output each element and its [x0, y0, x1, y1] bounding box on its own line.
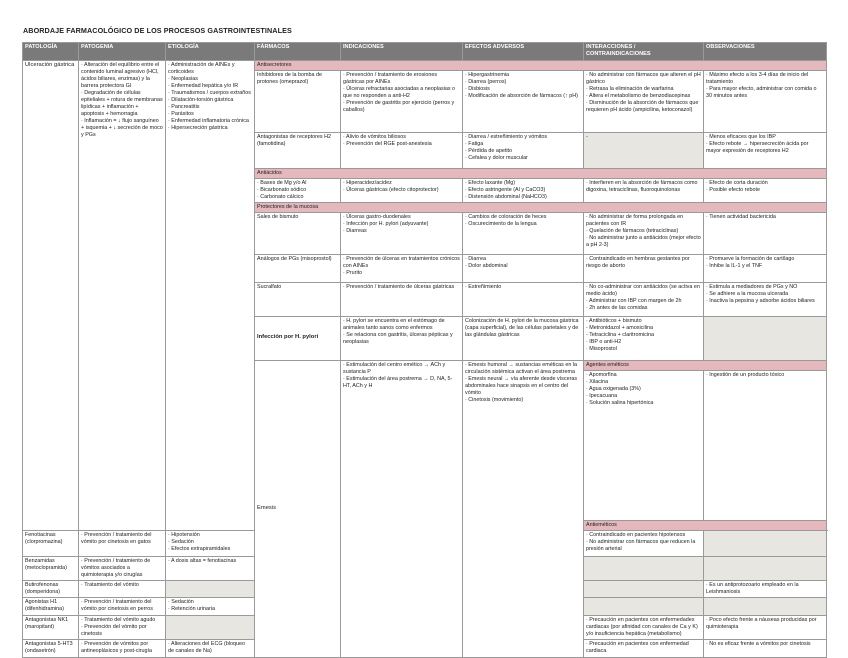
- cell-line: · Es un antiprotozoario empleado en la Leishmaniosis: [706, 582, 799, 596]
- cell-line: · Estimula a mediadores de PGs y NO: [706, 283, 798, 290]
- indicaciones-ht3: [79, 640, 166, 658]
- cell-line: · Prevención / tratamiento del vómito por cinetosis en perros: [81, 599, 153, 613]
- cell-line: · Prevención de úlceras en tratamientos crónicos con AINEs: [343, 255, 460, 269]
- observaciones-nk1: [704, 616, 827, 640]
- cell-line: · Hipersecreción gástrica: [168, 124, 228, 131]
- cell-line: · Contraindicado en hembras gestantes por riesgo de aborto: [586, 255, 690, 269]
- observaciones-ht3: [704, 640, 827, 658]
- farmaco-antih2: Antagonistas de receptores H2 (famotidina): [255, 132, 341, 168]
- farmaco-h1: Agonistas H1 (difenhidramina): [23, 598, 79, 616]
- cell-line: · Administrar con IBP con margen de 2h: [586, 297, 682, 304]
- cell-line: · Efecto astringente (Al y CaCO3): [465, 186, 546, 193]
- cell-line: · Prevención / tratamiento de erosiones gástricas por AINEs: [343, 71, 438, 85]
- patogenia-emesis: [341, 360, 463, 657]
- cell-line: - Metronidazol + amoxicilina: [586, 324, 653, 331]
- patologia-emesis: Emesis: [255, 360, 341, 657]
- label-antiemeticos: Antieméticos: [584, 520, 827, 530]
- cell-line: · Tratamiento del vómito: [81, 582, 139, 589]
- pharmacology-table: [22, 42, 827, 658]
- cell-line: · Para mayor efecto, administrar con comida o 30 minutos antes: [706, 85, 817, 99]
- observaciones-h1: [704, 598, 827, 616]
- efectos-h1: [166, 598, 255, 616]
- cell-line: · Quelación de fármacos (tetraciclinas): [586, 227, 679, 234]
- cell-line: -: [586, 133, 588, 140]
- farmaco-ibp: Inhibidores de la bomba de protones (omeprazol): [255, 70, 341, 132]
- cell-line: Colonización de H. pylori de la mucosa gástrica (capa superficial), de las células parietales y de las glándulas gástricas: [465, 317, 579, 338]
- cell-line: · No es eficaz frente a vómitos por cinetosis: [706, 641, 811, 648]
- label-antisecretores: Antisecretores: [255, 60, 827, 70]
- cell-line: · Prevención del RGE post-anestesia: [343, 140, 432, 147]
- cell-line: · Distensión abdominal (NaHCO3): [465, 193, 547, 200]
- indicaciones-h1: [79, 598, 166, 616]
- observaciones-antih2: [704, 132, 827, 168]
- cell-line: · Úlceras gastro-duodenales: [343, 213, 411, 220]
- cell-line: · Alteración del equilibrio entre el contenido luminal agresivo (HCl, ácidos biliares, enzimas) y la barrera protectora GI: [81, 61, 160, 89]
- cell-line: · Sedación: [168, 599, 194, 606]
- observaciones-butirofenonas: [704, 581, 827, 598]
- farmaco-pylori: [584, 316, 704, 360]
- header-observaciones: OBSERVACIONES: [704, 43, 827, 61]
- label-antiacidos: Antiácidos: [255, 168, 827, 178]
- interacciones-antiacidos: [584, 178, 704, 202]
- farmaco-nk1: Antagonistas NK1 (maropitant): [23, 616, 79, 640]
- patologia-ulcera: Ulceración gástrica: [23, 60, 79, 530]
- cell-line: · Alivio de vómitos biliosos: [343, 133, 406, 140]
- cell-line: - Tetraciclina + claritromicina: [586, 331, 655, 338]
- cell-line: · Parásitos: [168, 110, 194, 117]
- cell-line: · Se relaciona con gastritis, úlceras pépticas y neoplasias: [343, 331, 453, 345]
- header-efectos: EFECTOS ADVERSOS: [463, 43, 584, 61]
- indicaciones-benzamidas: [79, 556, 166, 580]
- cell-line: · Estimulación del área postrema → D, NA, 5-HT, ACh y H: [343, 375, 453, 389]
- indicaciones-sucralfato: [341, 282, 463, 316]
- observaciones-benzamidas: [704, 556, 827, 580]
- cell-line: · Cinetosis (movimiento): [465, 396, 524, 403]
- indicaciones-agentes: [704, 370, 827, 520]
- cell-line: · Dilatación-torsión gástrica: [168, 96, 234, 103]
- cell-line: · Estreñimiento: [465, 283, 502, 290]
- header-patogenia: PATOGENIA: [79, 43, 166, 61]
- efectos-sucralfato: [463, 282, 584, 316]
- cell-line: · Alteraciones del ECG (bloqueo de canales de Na): [168, 641, 246, 655]
- efectos-antiacidos: [463, 178, 584, 202]
- cell-line: · Emesis humoral → sustancias eméticas en la circulación sistémica activan el área postrema: [465, 361, 578, 375]
- indicaciones-nk1: [79, 616, 166, 640]
- cell-line: · H. pylori se encuentra en el estómago de animales tanto sanos como enfermos: [343, 317, 445, 331]
- cell-line: · Emesis neural → vía aferente desde vísceras abdominales hace sinapsis en el centro del vómito: [465, 375, 578, 396]
- cell-line: · Contraindicado en pacientes hipotensos: [586, 531, 686, 538]
- cell-line: · Sedación: [168, 539, 194, 545]
- etiologia-emesis: [463, 360, 584, 657]
- cell-line: · Diarreas: [343, 227, 367, 234]
- cell-line: · No administrar con fármacos que reducen la presión arterial: [586, 539, 696, 553]
- farmaco-bismuto: Sales de bismuto: [255, 212, 341, 254]
- subhead-antisecretores: [23, 60, 827, 70]
- farmaco-butirofenonas: Butirofenonas (domperidona): [23, 581, 79, 598]
- cell-line: · No administrar con fármacos que alteren el pH gástrico: [586, 71, 701, 85]
- farmaco-ht3: Antagonistas 5-HT3 (ondasetrón): [23, 640, 79, 658]
- cell-line: · Misoprostol: [586, 345, 617, 352]
- cell-line: · Traumatismos / cuerpos extraños: [168, 89, 251, 96]
- farmaco-sucralfato: Sucralfato: [255, 282, 341, 316]
- cell-line: · Modificación de absorción de fármacos (↑ pH): [465, 92, 578, 99]
- efectos-fenotiacinas: [166, 530, 255, 556]
- efectos-nk1: [166, 616, 255, 640]
- document-title: ABORDAJE FARMACOLÓGICO DE LOS PROCESOS GASTROINTESTINALES: [23, 26, 292, 35]
- cell-line: · Degradación de células epiteliales + rotura de membranas lipídicas + inflamación + apoptosis + hemorragia: [81, 89, 163, 117]
- farmaco-antiacidos: [255, 178, 341, 202]
- cell-line: · Diarrea / estreñimiento y vómitos: [465, 133, 548, 140]
- cell-line: · Efecto rebote → hipersecreción ácida por mayor expresión de receptores H2: [706, 140, 809, 154]
- cell-line: · IBP o anti-H2: [586, 338, 622, 345]
- cell-line: · Poco efecto frente a náuseas producidas por quimioterapia: [706, 617, 817, 631]
- efectos-ht3: [166, 640, 255, 658]
- cell-line: · Tratamiento del vómito agudo: [81, 617, 156, 624]
- cell-line: · Fatiga: [465, 140, 484, 147]
- cell-line: · Altera el metabolismo de benzodiacepinas: [586, 92, 691, 99]
- header-row: [23, 43, 827, 61]
- cell-line: · A dosis altas = fenotiacinas: [168, 557, 237, 564]
- cell-line: · Prevención del vómito por cinetosis: [81, 624, 147, 638]
- efectos-butirofenonas: [166, 581, 255, 598]
- interacciones-benzamidas: [584, 556, 704, 580]
- patogenia-pylori: [341, 316, 463, 360]
- header-farmacos: FÁRMACOS: [255, 43, 341, 61]
- cell-line: · Inhibe la IL-1 y el TNF: [706, 262, 763, 269]
- cell-line: · Efecto de corta duración: [706, 179, 768, 186]
- cell-line: · Enfermedad hepática y/o IR: [168, 82, 239, 89]
- farmaco-analogos: Análogos de PGs (misoprostol): [255, 254, 341, 282]
- cell-line: · Hipergastrinemia: [465, 71, 510, 78]
- etiologia-pylori: [463, 316, 584, 360]
- cell-line: · Efecto laxante (Mg): [465, 179, 516, 186]
- indicaciones-pylori: [704, 316, 827, 360]
- label-protectores: Protectores de la mucosa: [255, 202, 827, 212]
- cell-line: · Disminución de la absorción de fármacos que requieren pH ácido (ampicilina, ketoconazol): [586, 99, 699, 113]
- cell-line: · Apomorfina: [586, 371, 617, 378]
- cell-line: · No administrar de forma prolongada en pacientes con IR: [586, 213, 684, 227]
- farmaco-benzamidas: Benzamidas (metoclopramida): [23, 556, 79, 580]
- cell-line: · Pancreatitis: [168, 103, 200, 110]
- cell-line: · Efectos extrapiramidales: [168, 546, 231, 553]
- cell-line: · Cambios de coloración de heces: [465, 213, 547, 220]
- etiologia-ulcera: [166, 60, 255, 530]
- farmaco-agentes: [584, 370, 704, 520]
- header-indicaciones: INDICACIONES: [341, 43, 463, 61]
- cell-line: · 2h antes de las comidas: [586, 304, 648, 311]
- cell-line: · Promueve la formación de cartílago: [706, 255, 795, 262]
- cell-line: · Solución salina hipertónica: [586, 399, 654, 406]
- efectos-benzamidas: [166, 556, 255, 580]
- interacciones-sucralfato: [584, 282, 704, 316]
- interacciones-analogos: [584, 254, 704, 282]
- indicaciones-butirofenonas: [79, 581, 166, 598]
- cell-line: · Antibióticos + bismuto: [586, 317, 642, 324]
- cell-line: · Inflamación = ↓ flujo sanguíneo + isquemia + ↓ secreción de moco y PGs: [81, 117, 163, 138]
- interacciones-antih2: [584, 132, 704, 168]
- cell-line: · Prevención / tratamiento de úlceras gástricas: [343, 283, 455, 290]
- cell-line: · No administrar junto a antiácidos (mejor efecto a pH 2-3): [586, 234, 701, 248]
- indicaciones-bismuto: [341, 212, 463, 254]
- header-interacciones: INTERACCIONES / CONTRAINDICACIONES: [584, 43, 704, 61]
- cell-line: · Bicarbonato sódico: [257, 186, 307, 193]
- indicaciones-antiacidos: [341, 178, 463, 202]
- cell-line: · Úlceras gástricas (efecto citoprotector): [343, 186, 439, 193]
- cell-line: · Inactiva la pepsina y adsorbe ácidos biliares: [706, 297, 815, 304]
- cell-line: · Máximo efecto a los 3-4 días de inicio del tratamiento: [706, 71, 809, 85]
- cell-line: · Administración de AINEs y corticoides: [168, 61, 235, 75]
- observaciones-analogos: [704, 254, 827, 282]
- efectos-ibp: [463, 70, 584, 132]
- cell-line: · Neoplasias: [168, 75, 198, 82]
- patogenia-ulcera: [79, 60, 166, 530]
- interacciones-ht3: [584, 640, 704, 658]
- cell-line: · Retención urinaria: [168, 606, 216, 613]
- efectos-analogos: [463, 254, 584, 282]
- cell-line: · Bases de Mg y/o Al: [257, 179, 307, 186]
- cell-line: · Estimulación del centro emético → ACh y sustancia P: [343, 361, 446, 375]
- cell-line: · Prurito: [343, 269, 363, 276]
- label-agentes: Agentes eméticos: [584, 360, 827, 370]
- cell-line: · Disbiosis: [465, 85, 490, 92]
- cell-line: · Posible efecto rebote: [706, 186, 760, 193]
- cell-line: · Dolor abdominal: [465, 262, 508, 269]
- observaciones-sucralfato: [704, 282, 827, 316]
- indicaciones-antih2: [341, 132, 463, 168]
- header-patologia: PATOLOGÍA: [23, 43, 79, 61]
- cell-line: · Enfermedad inflamatoria crónica: [168, 117, 249, 124]
- cell-line: · Diarrea (perros): [465, 78, 507, 85]
- farmaco-fenotiacinas: Fenotiacinas (clorpromazina): [23, 530, 79, 556]
- cell-line: · Cefalea y dolor muscular: [465, 154, 528, 161]
- interacciones-nk1: [584, 616, 704, 640]
- cell-line: · Tienen actividad bactericida: [706, 213, 776, 220]
- cell-line: · Se adhiere a la mucosa ulcerada: [706, 290, 789, 297]
- cell-line: · No co-administrar con antiácidos (se activa en medio ácido): [586, 283, 700, 297]
- efectos-antih2: [463, 132, 584, 168]
- cell-line: · Úlceras refractarias asociadas a neoplasias o que no responden a anti-H2: [343, 85, 456, 99]
- cell-line: · Prevención / tratamiento del vómito por cinetosis en gatos: [81, 531, 152, 545]
- cell-line: · Precaución en pacientes con enfermedad cardiaca: [586, 641, 689, 655]
- observaciones-fenotiacinas: [704, 530, 827, 556]
- cell-line: · Infección por H. pylori (adyuvante): [343, 220, 429, 227]
- cell-line: · Retrasa la eliminación de warfarina: [586, 85, 674, 92]
- cell-line: · Pérdida de apetito: [465, 147, 513, 154]
- indicaciones-fenotiacinas: [79, 530, 166, 556]
- cell-line: · Carbonato cálcico: [257, 193, 304, 200]
- interacciones-ibp: [584, 70, 704, 132]
- observaciones-bismuto: [704, 212, 827, 254]
- cell-line: · Hiperacidez/acidez: [343, 179, 392, 186]
- cell-line: · Ipecacuana: [586, 392, 618, 399]
- cell-line: · Prevención de gastritis por ejercicio (perros y caballos): [343, 99, 455, 113]
- cell-line: · Menos eficaces que los IBP: [706, 133, 776, 140]
- interacciones-butirofenonas: [584, 581, 704, 598]
- efectos-bismuto: [463, 212, 584, 254]
- patologia-pylori: Infección por H. pylori: [255, 316, 341, 360]
- cell-line: · Ingestión de un producto tóxico: [706, 371, 785, 378]
- cell-line: · Oscurecimiento de la lengua: [465, 220, 537, 227]
- indicaciones-ibp: [341, 70, 463, 132]
- cell-line: · Precaución en pacientes con enfermedades cardiacas (por afinidad con canales de Ca y K) y/o insuficiencia hepática (metabolismo): [586, 617, 698, 638]
- cell-line: · Prevención de vómitos por antineoplásicos y post-cirugía: [81, 641, 153, 655]
- cell-line: · Hipotensión: [168, 531, 200, 538]
- cell-line: · Interfieren en la absorción de fármacos como digoxina, tetraciclinas, fluoroquinolonas: [586, 179, 698, 193]
- observaciones-ibp: [704, 70, 827, 132]
- cell-line: · Prevención / tratamiento de vómitos asociados a quimioterapia y/o cirugías: [81, 557, 151, 579]
- cell-line: · Diarrea: [465, 255, 486, 262]
- cell-line: · Agua oxigenada (3%): [586, 385, 641, 392]
- interacciones-h1: [584, 598, 704, 616]
- interacciones-fenotiacinas: [584, 530, 704, 556]
- interacciones-bismuto: [584, 212, 704, 254]
- cell-line: · Xilacina: [586, 378, 609, 385]
- observaciones-antiacidos: [704, 178, 827, 202]
- header-etiologia: ETIOLOGÍA: [166, 43, 255, 61]
- indicaciones-analogos: [341, 254, 463, 282]
